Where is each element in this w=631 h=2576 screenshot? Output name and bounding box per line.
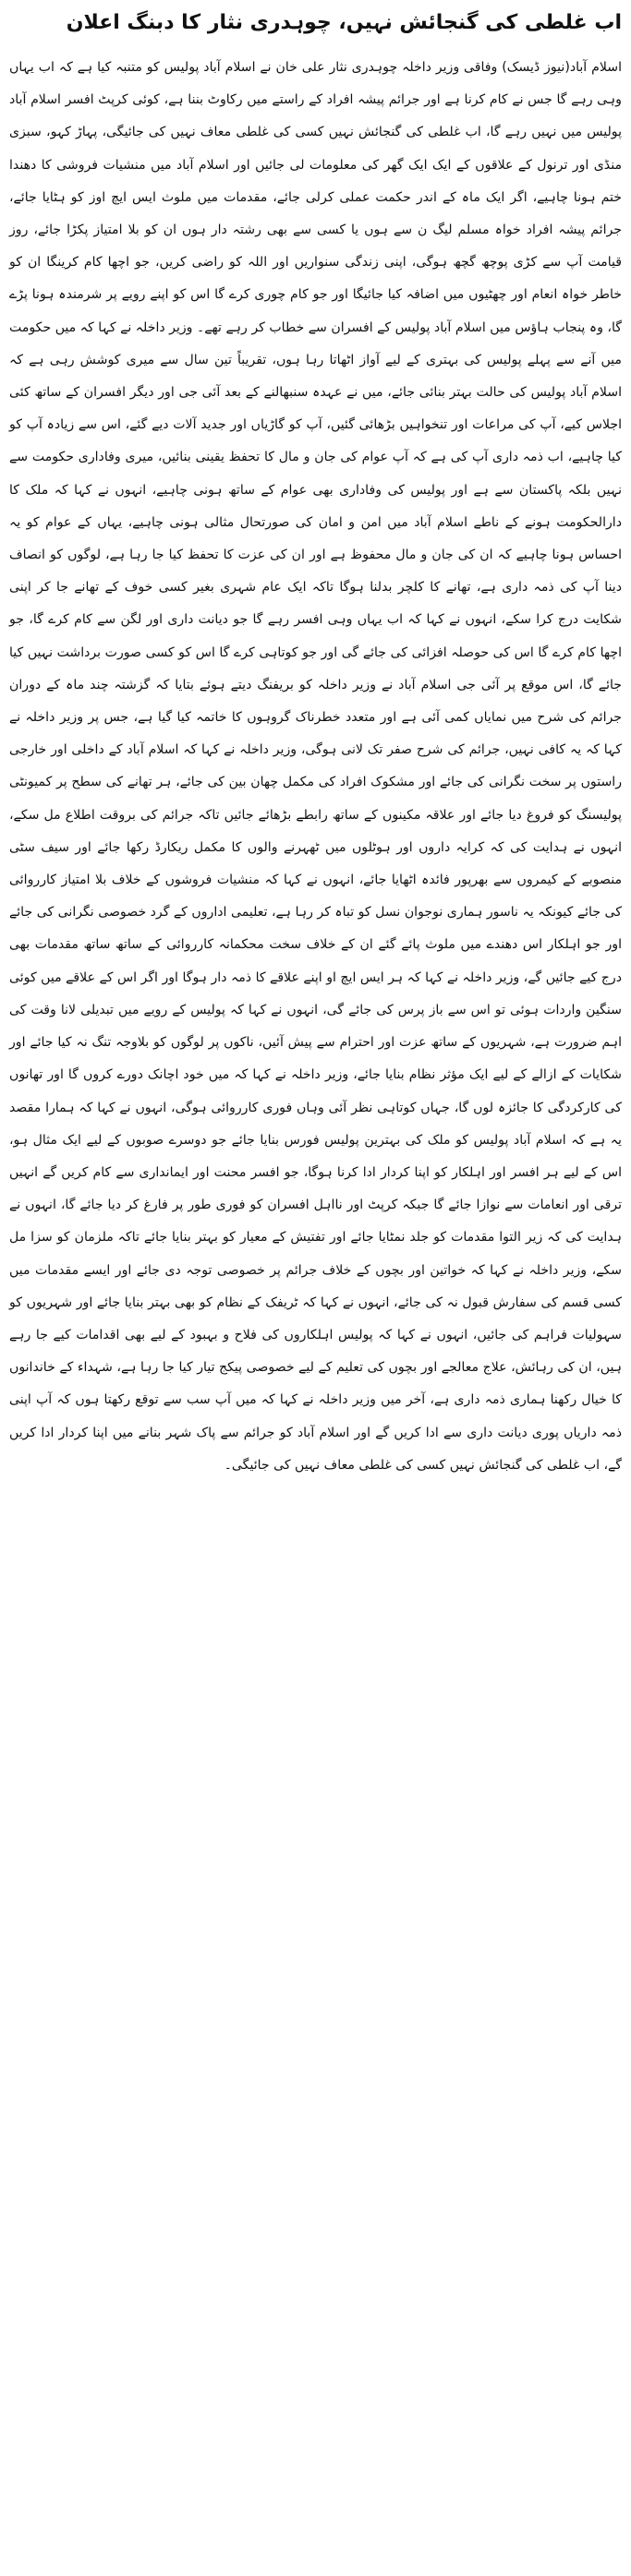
- article-body-text: اسلام آباد(نیوز ڈیسک) وفاقی وزیر داخلہ چوہدری نثار علی خان نے اسلام آباد پولیس کو متنبہ کیا ہے کہ اب یہاں وہی رہے گا جس نے کام کرنا ہے اور جرائم پیشہ افراد کے راستے میں رکاوٹ بننا ہے، کوئی کرپٹ افسر اسلام آباد پولیس میں نہیں رہے گا، اب غلطی کی گنجائش نہیں کسی کی غلطی معاف نہیں کی جائیگی، پہاڑ کہو، سبزی منڈی اور ترنول کے علاقوں کے ایک ایک گھر کی معلومات لی جائیں اور اسلام آباد میں منشیات فروشی کا دھندا ختم ہونا چاہیے، اگر ایک ماہ کے اندر حکمت عملی کرلی جائے، مقدمات میں ملوث ایس ایچ اوز کو ہٹایا جائے، جرائم پیشہ افراد خواہ مسلم لیگ ن سے ہوں یا کسی سے بھی رشتہ دار ہوں ان کو بلا امتیاز پکڑا جائے، روز قیامت آپ سے کڑی پوچھ گچھ ہوگی، اپنی زندگی سنواریں اور اللہ کو راضی کریں، جو اچھا کام کرینگا ان کو خاطر خواہ انعام اور چھٹیوں میں اضافہ کیا جائیگا اور جو کام چوری کرے گا اس کو اپنے رویے پر شرمندہ ہونا پڑے گا، وہ پنجاب ہاؤس میں اسلام آباد پولیس کے افسران سے خطاب کر رہے تھے۔ وزیر داخلہ نے کہا کہ میں حکومت میں آنے سے پہلے پولیس کی بہتری کے لیے آواز اٹھاتا رہا ہوں، تقریباً تین سال سے میری کوشش رہی ہے کہ اسلام آباد پولیس کی حالت بہتر بنائی جائے، میں نے عہدہ سنبھالنے کے بعد آئی جی اور دیگر افسران کے ساتھ کئی اجلاس کیے، آپ کی مراعات اور تنخواہیں بڑھائی گئیں، آپ کو گاڑیاں اور جدید آلات دیے گئے، اس سے زیادہ آپ کو کیا چاہیے، اب ذمہ داری آپ کی ہے کہ آپ عوام کی جان و مال کا تحفظ یقینی بنائیں، میری وفاداری حکومت سے نہیں بلکہ پاکستان سے ہے اور پولیس کی وفاداری بھی عوام کے ساتھ ہونی چاہیے، انہوں نے کہا کہ ملک کا دارالحکومت ہونے کے ناطے اسلام آباد میں امن و امان کی صورتحال مثالی ہونی چاہیے، یہاں کے عوام کو یہ احساس ہونا چاہیے کہ ان کی جان و مال محفوظ ہے اور ان کی عزت کا تحفظ کیا جا رہا ہے، لوگوں کو انصاف دینا آپ کی ذمہ داری ہے، تھانے کا کلچر بدلنا ہوگا تاکہ ایک عام شہری بغیر کسی خوف کے تھانے جا کر اپنی شکایت درج کرا سکے، انہوں نے کہا کہ اب یہاں وہی افسر رہے گا جو دیانت داری اور لگن سے کام کرے گا، جو اچھا کام کرے گا اس کی حوصلہ افزائی کی جائے گی اور جو کوتاہی کرے گا اس کو کسی صورت برداشت نہیں کیا جائے گا، اس موقع پر آئی جی اسلام آباد نے وزیر داخلہ کو بریفنگ دیتے ہوئے بتایا کہ گزشتہ چند ماہ کے دوران جرائم کی شرح میں نمایاں کمی آئی ہے اور متعدد خطرناک گروہوں کا خاتمہ کیا گیا ہے، جس پر وزیر داخلہ نے کہا کہ یہ کافی نہیں، جرائم کی شرح صفر تک لانی ہوگی، وزیر داخلہ نے کہا کہ اسلام آباد کے داخلی اور خارجی راستوں پر سخت نگرانی کی جائے اور مشکوک افراد کی مکمل چھان بین کی جائے، ہر تھانے کی سطح پر کمیونٹی پولیسنگ کو فروغ دیا جائے اور علاقہ مکینوں کے ساتھ رابطے بڑھائے جائیں تاکہ جرائم کی بروقت اطلاع مل سکے، انہوں نے ہدایت کی کہ کرایہ داروں اور ہوٹلوں میں ٹھہرنے والوں کا مکمل ریکارڈ رکھا جائے اور سیف سٹی منصوبے کے کیمروں سے بھرپور فائدہ اٹھایا جائے، انہوں نے کہا کہ منشیات فروشوں کے خلاف بلا امتیاز کارروائی کی جائے کیونکہ یہ ناسور ہماری نوجوان نسل کو تباہ کر رہا ہے، تعلیمی اداروں کے گرد خصوصی نگرانی کی جائے اور جو اہلکار اس دھندے میں ملوث پائے گئے ان کے خلاف سخت محکمانہ کارروائی کے ساتھ ساتھ مقدمات بھی درج کیے جائیں گے، وزیر داخلہ نے کہا کہ ہر ایس ایچ او اپنے علاقے کا ذمہ دار ہوگا اور اگر اس کے علاقے میں کوئی سنگین واردات ہوئی تو اس سے باز پرس کی جائے گی، انہوں نے کہا کہ پولیس کے رویے میں تبدیلی لانا وقت کی اہم ضرورت ہے، شہریوں کے ساتھ عزت اور احترام سے پیش آئیں، ناکوں پر لوگوں کو بلاوجہ تنگ نہ کیا جائے اور شکایات کے ازالے کے لیے ایک مؤثر نظام بنایا جائے، وزیر داخلہ نے کہا کہ میں خود اچانک دورے کروں گا اور تھانوں کی کارکردگی کا جائزہ لوں گا، جہاں کوتاہی نظر آئی وہاں فوری کارروائی ہوگی، انہوں نے کہا کہ ہمارا مقصد یہ ہے کہ اسلام آباد پولیس کو ملک کی بہترین پولیس فورس بنایا جائے جو دوسرے صوبوں کے لیے ایک مثال ہو، اس کے لیے ہر افسر اور اہلکار کو اپنا کردار ادا کرنا ہوگا، جو افسر محنت اور ایمانداری سے کام کریں گے انہیں ترقی اور انعامات سے نوازا جائے گا جبکہ کرپٹ اور نااہل افسران کو فوری طور پر فارغ کر دیا جائے گا، انہوں نے ہدایت کی کہ زیر التوا مقدمات کو جلد نمٹایا جائے اور تفتیش کے معیار کو بہتر بنایا جائے تاکہ ملزمان کو سزا مل سکے، وزیر داخلہ نے کہا کہ خواتین اور بچوں کے خلاف جرائم پر خصوصی توجہ دی جائے اور ایسے مقدمات میں کسی قسم کی سفارش قبول نہ کی جائے، انہوں نے کہا کہ ٹریفک کے نظام کو بھی بہتر بنایا جائے اور شہریوں کو سہولیات فراہم کی جائیں، انہوں نے کہا کہ پولیس اہلکاروں کی فلاح و بہبود کے لیے بھی اقدامات کیے جا رہے ہیں، ان کی رہائش، علاج معالجے اور بچوں کی تعلیم کے لیے خصوصی پیکج تیار کیا جا رہا ہے، شہداء کے خاندانوں کا خیال رکھنا ہماری ذمہ داری ہے، آخر میں وزیر داخلہ نے کہا کہ میں آپ سب سے توقع رکھتا ہوں کہ آپ اپنی ذمہ داریاں پوری دیانت داری سے ادا کریں گے اور اسلام آباد کو جرائم سے پاک شہر بنانے میں اپنا کردار ادا کریں گے، اب غلطی کی گنجائش نہیں کسی کی غلطی معاف نہیں کی جائیگی۔: [9, 60, 622, 1473]
- article-headline: اب غلطی کی گنجائش نہیں، چوہدری نثار کا دبنگ اعلان: [66, 11, 622, 34]
